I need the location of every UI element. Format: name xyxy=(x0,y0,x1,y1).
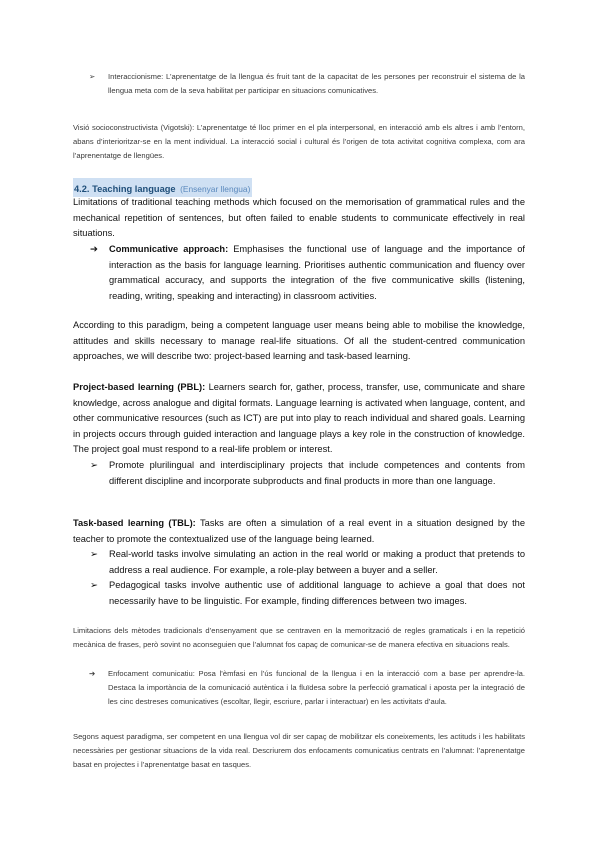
arrowhead-bullet-icon: ➢ xyxy=(90,580,98,590)
bullet-text: Promote plurilingual and interdisciplinary projects that include competences and contents from different discipline and incorporate subproducts and final products in more than one language. xyxy=(109,460,525,486)
bullet-text: Interaccionisme: L’aprenentatge de la llengua és fruit tant de la capacitat de les persones per reconstruir el sistema de la llengua meta com de la seva habilitat per participar en situacions comunicatives. xyxy=(108,72,525,95)
bullet-pedagogical-tasks xyxy=(90,578,525,609)
paragraph-limitacions: Limitacions dels mètodes tradicionals d’ensenyament que se centraven en la memorització de regles gramaticals i en la repetició mecànica de frases, però sovint no aconseguien que l’alumnat fos capaç de comunicar-se de manera efectiva en situacions reals. xyxy=(73,626,525,649)
bullet-text: Emphasises the functional use of language and the importance of interaction as the basis for language learning. Prioritises authentic communication and fluency over grammatical accuracy, and supports the integration of the five communicative skills (listening, reading, writing, speaking and interacting) in classroom activities. xyxy=(109,244,525,301)
pbl-label: Project-based learning (PBL): xyxy=(73,382,206,392)
paragraph-tbl xyxy=(73,516,525,547)
paragraph-pbl xyxy=(73,380,525,458)
paragraph-limitations: Limitations of traditional teaching methods which focused on the memorisation of grammatical rules and the mechanical repetition of sentences, but often failed to enable students to communicate effectively in real situations. xyxy=(73,197,525,238)
bullet-text: Real-world tasks involve simulating an action in the real world or making a product that pretends to address a real audience. For example, a role-play between a buyer and a seller. xyxy=(109,549,525,575)
tbl-label: Task-based learning (TBL): xyxy=(73,518,196,528)
heading-title: 4.2. Teaching language xyxy=(74,184,176,194)
paragraph-paradigm: According to this paradigm, being a competent language user means being able to mobilise the knowledge, attitudes and skills necessary to manage real-life situations. Of all the student-centred communication approaches, we will describe two: project-based learning and task-based learning. xyxy=(73,320,525,361)
bullet-interaccionisme xyxy=(89,70,525,98)
bullet-label: Communicative approach: xyxy=(109,244,229,254)
pbl-text: Learners search for, gather, process, transfer, use, communicate and share knowledge, across analogue and digital formats. Language learning is activated when language, content, and other communicative resources (such as ICT) are put into play to reach individual and shared goals. Learning in projects occurs through guided interaction and language plays a key role in the construction of knowledge. The project goal must respond to a real-life problem or interest. xyxy=(73,382,525,454)
bullet-communicative-approach xyxy=(90,242,525,304)
bullet-plurilingual xyxy=(90,458,525,489)
paragraph-segons: Segons aquest paradigma, ser competent en una llengua vol dir ser capaç de mobilitzar els coneixements, les actituds i les habilitats necessàries per gestionar situacions de la vida real. Descriurem dos enfocaments comunicatius centrats en l’alumnat: l’aprenentatge basat en projectes i l’aprenentatge basat en tasques. xyxy=(73,732,525,769)
arrow-bullet-icon: ➔ xyxy=(89,669,96,678)
arrowhead-bullet-icon: ➢ xyxy=(89,72,96,81)
arrow-bullet-icon: ➔ xyxy=(90,244,98,254)
paragraph-vigotski: Visió socioconstructivista (Vigotski): L’aprenentatge té lloc primer en el pla interpersonal, en interacció amb els altres i amb l’entorn, abans d’interioritzar-se en la ment individual. La interacció social i cultural és l’origen de tota activitat cognitiva complexa, com ara l’aprenentatge de llengües. xyxy=(73,123,525,160)
bullet-text: Pedagogical tasks involve authentic use of additional language to achieve a goal that does not necessarily have to be linguistic. For example, finding differences between two images. xyxy=(109,580,525,606)
bullet-enfocament-comunicatiu xyxy=(89,667,525,709)
heading-subtitle: (Ensenyar llengua) xyxy=(180,184,251,194)
bullet-real-world-tasks xyxy=(90,547,525,578)
arrowhead-bullet-icon: ➢ xyxy=(90,549,98,559)
tbl-text: Tasks are often a simulation of a real event in a situation designed by the teacher to promote the contextualized use of the language being learned. xyxy=(73,518,526,544)
bullet-text: Enfocament comunicatiu: Posa l’èmfasi en l’ús funcional de la llengua i en la interacció com a base per aprendre-la. Destaca la importància de la comunicació autèntica i la fluïdesa sobre la perfecció gramatical i aposta per la integració de les cinc destreses comunicatives (escoltar, llegir, escriure, parlar i interactuar) en les activitats d’aula. xyxy=(108,669,525,706)
arrowhead-bullet-icon: ➢ xyxy=(90,460,98,470)
